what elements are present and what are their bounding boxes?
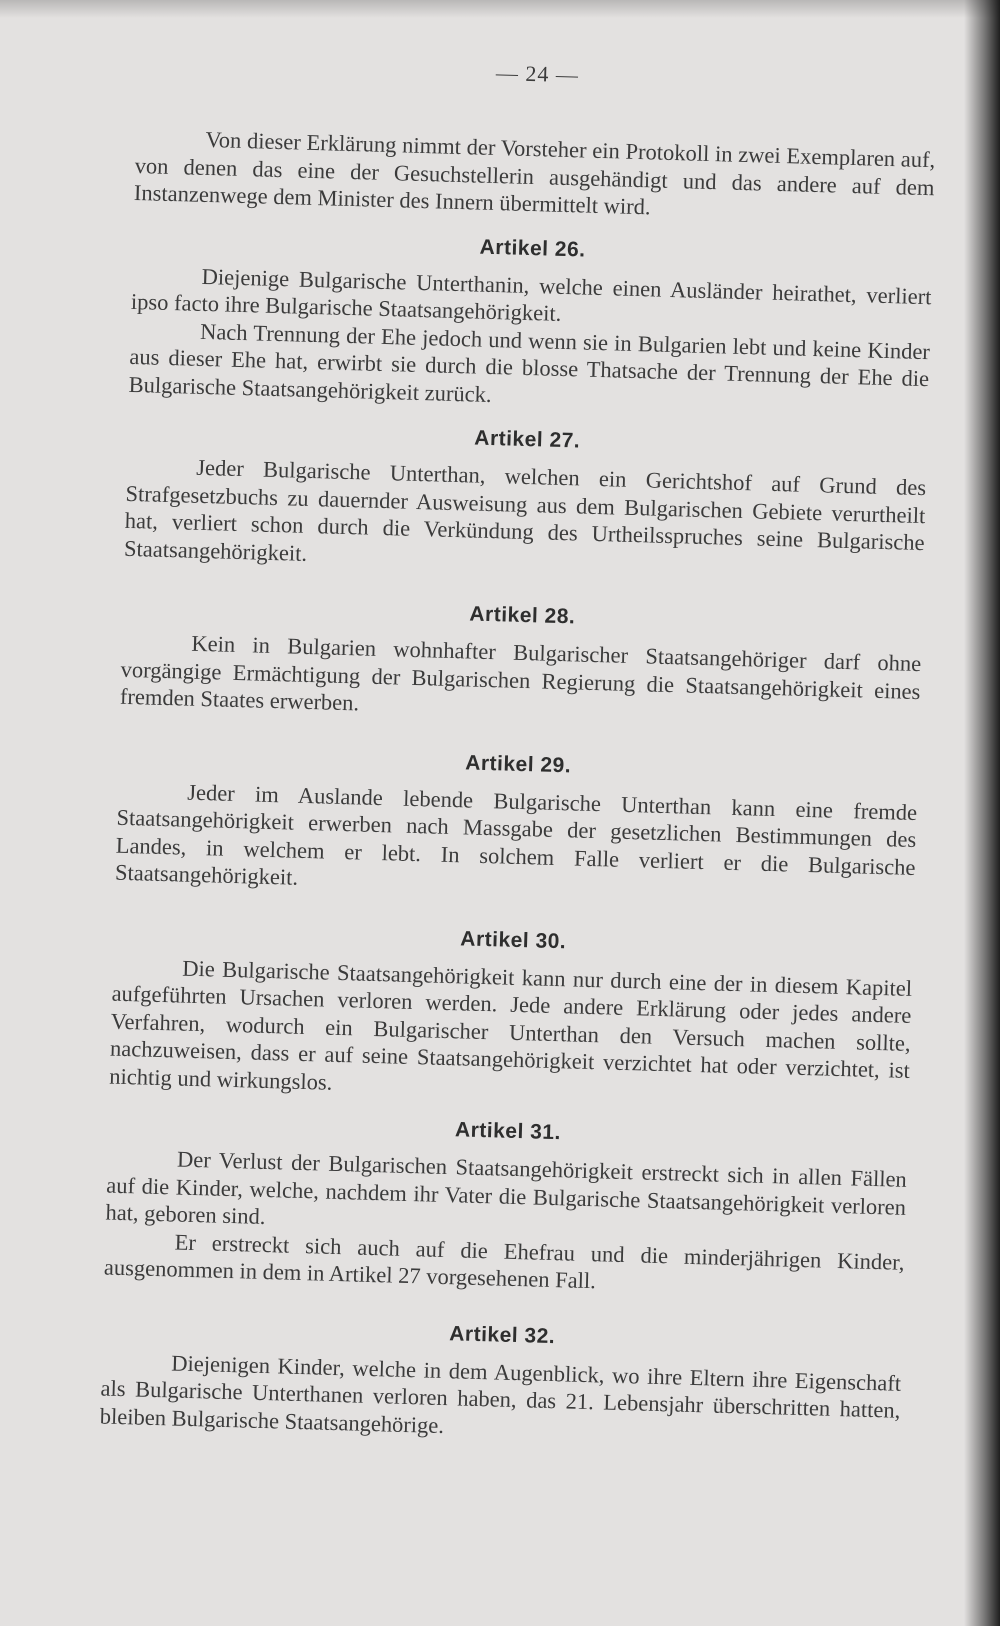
text-column [99,50,937,1452]
article-heading: Artikel 27. [474,426,581,453]
article-heading: Artikel 26. [479,235,586,262]
article-heading: Artikel 31. [454,1118,562,1145]
article-heading: Artikel 28. [469,602,576,629]
paragraph: Er erstreckt sich auch auf die Ehefrau und die minderjährigen Kinder, ausgenommen in dem in Artikel 27 vorgesehenen Fall. [103,1228,905,1294]
page-top-shadow [0,0,1000,18]
page-binding-shadow [964,0,1000,1626]
article-heading: Artikel 32. [449,1321,556,1348]
paragraph: Jeder Bulgarische Unterthan, welchen ein Gerichtshof auf Grund des Strafgesetzbuchs zu dauernder Ausweisung aus dem Bulgarischen Gebiete verurtheilt hat, verliert schon durch die Verkündung des Urtheilsspruches seine Bulgarische Staatsangehörigkeit. [123,454,927,566]
paragraph: Kein in Bulgarien wohnhafter Bulgarischer Staatsangehöriger darf ohne vorgängige Ermächtigung der Bulgarischen Regierung die Staatsangehörigkeit eines fremden Staates erwerben. [119,630,922,716]
article-heading: Artikel 30. [460,926,567,953]
page-number: — 24 — [495,60,580,88]
paragraph: Von dieser Erklärung nimmt der Vorsteher ein Protokoll in zwei Exemplaren auf, von denen das eine der Gesuchstellerin ausgehändigt und das andere auf dem Instanzenwege dem Minister des Innern übermittelt wird. [133,126,936,220]
paragraph: Die Bulgarische Staatsangehörigkeit kann nur durch eine der in diesem Kapitel aufgeführten Ursachen verloren werden. Jede andere Erklärung oder jedes andere Verfahren, wodurch ein Bulgarischer Unterthan den Versuch machen sollte, nachzuweisen, dass er auf seine Staatsangehörigkeit verzichtet hat oder verzichtet, ist nichtig und wirkungslos. [109,955,913,1095]
article-heading: Artikel 29. [464,750,572,777]
paragraph: Jeder im Auslande lebende Bulgarische Unterthan kann eine fremde Staatsangehörigkeit erwerben nach Massgabe der gesetzlichen Bestimmungen des Landes, in welchem er lebt. In solchem Falle verliert er die Bulgarische Staatsangehörigkeit. [114,779,918,890]
paragraph: Nach Trennung der Ehe jedoch und wenn sie in Bulgarien lebt und keine Kinder aus dieser Ehe hat, erwirbt sie durch die blosse Thatsache der Trennung der Ehe die Bulgarische Staatsangehörigkeit zurück. [128,318,931,407]
paragraph: Diejenigen Kinder, welche in dem Augenblick, wo ihre Eltern ihre Eigenschaft als Bulgarische Unterthanen verloren haben, das 21. Lebensjahr überschritten hatten, bleiben Bulgarische Staatsangehörige. [99,1349,902,1438]
paragraph: Der Verlust der Bulgarischen Staatsangehörigkeit erstreckt sich in allen Fällen auf die Kinder, welche, nachdem ihr Vater die Bulgarische Staatsangehörigkeit verloren hat, geboren sind. [105,1146,908,1230]
paragraph: Diejenige Bulgarische Unterthanin, welche einen Ausländer heirathet, verliert ipso facto ihre Bulgarische Staatsangehörigkeit. [130,263,932,326]
